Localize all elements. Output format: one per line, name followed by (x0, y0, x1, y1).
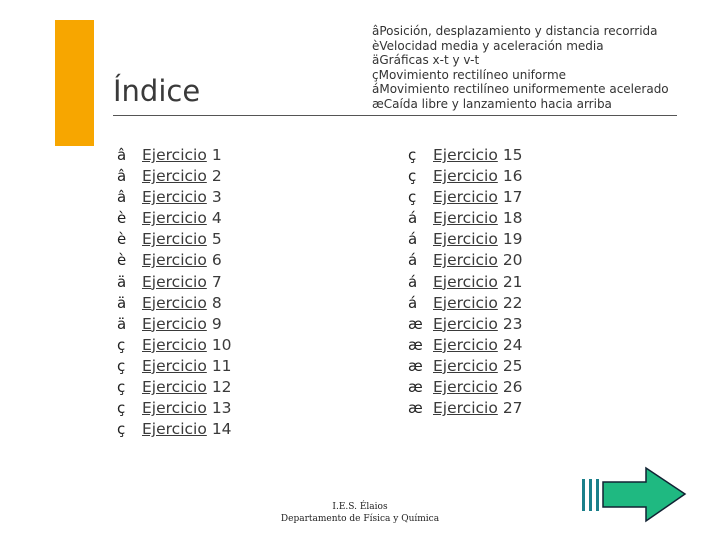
exercise-row (117, 335, 232, 356)
exercise-row (408, 356, 523, 377)
exercise-link[interactable]: Ejercicio (142, 146, 207, 164)
topic-arrow-icon: è (117, 209, 127, 228)
exercise-number: 16 (502, 167, 523, 186)
exercise-row (117, 187, 232, 208)
exercise-row (408, 314, 523, 335)
exercise-link[interactable]: Ejercicio (142, 167, 207, 186)
legend-item: âPosición, desplazamiento y distancia recorrida (372, 24, 658, 38)
exercise-number: 5 (211, 230, 222, 249)
exercise-row (408, 208, 523, 229)
exercise-list-left (117, 145, 232, 440)
exercise-number: 11 (211, 356, 232, 375)
exercise-number: 9 (211, 314, 222, 333)
exercise-link[interactable]: Ejercicio (142, 356, 207, 375)
exercise-row (408, 250, 523, 271)
exercise-link[interactable]: Ejercicio (433, 314, 498, 333)
topic-arrow-icon: á (408, 209, 418, 228)
topic-arrow-icon: â (117, 146, 127, 164)
topic-arrow-icon: ä (117, 293, 127, 312)
exercise-link[interactable]: Ejercicio (433, 335, 498, 354)
topic-arrow-icon: è (117, 230, 127, 249)
exercise-number: 3 (211, 188, 222, 207)
exercise-link[interactable]: Ejercicio (142, 251, 207, 270)
exercise-row (117, 145, 232, 166)
exercise-number: 27 (502, 399, 523, 418)
legend-item: æCaída libre y lanzamiento hacia arriba (372, 96, 612, 111)
exercise-number: 18 (502, 209, 523, 228)
exercise-number: 23 (502, 314, 523, 333)
exercise-number: 22 (502, 293, 523, 312)
topic-arrow-icon: á (408, 293, 418, 312)
school-name: I.E.S. Élaios (332, 502, 388, 512)
exercise-link[interactable]: Ejercicio (142, 188, 207, 207)
legend-item: äGráficas x-t y v-t (372, 53, 480, 68)
exercise-number: 20 (502, 251, 523, 270)
topic-arrow-icon: æ (408, 314, 423, 333)
exercise-row (117, 398, 232, 419)
exercise-link[interactable]: Ejercicio (142, 230, 207, 249)
exercise-number: 13 (211, 399, 232, 418)
exercise-number: 17 (502, 188, 523, 207)
exercise-link[interactable]: Ejercicio (142, 209, 207, 228)
exercise-link[interactable]: Ejercicio (433, 230, 498, 249)
exercise-row (117, 293, 232, 314)
exercise-number: 15 (502, 146, 523, 164)
topic-arrow-icon: ç (117, 420, 126, 439)
exercise-link[interactable]: Ejercicio (142, 378, 207, 397)
accent-bar (55, 20, 94, 146)
legend-item: èVelocidad media y aceleración media (372, 38, 604, 53)
topic-arrow-icon: ä (117, 272, 127, 291)
exercise-row (408, 229, 523, 250)
exercise-link[interactable]: Ejercicio (433, 399, 498, 418)
exercise-link[interactable]: Ejercicio (433, 146, 498, 164)
exercise-row (117, 377, 232, 398)
exercise-number: 7 (211, 272, 222, 291)
exercise-number: 12 (211, 378, 232, 397)
exercise-row (117, 272, 232, 293)
exercise-link[interactable]: Ejercicio (433, 272, 498, 291)
topic-arrow-icon: æ (408, 335, 423, 354)
topic-arrow-icon: á (408, 272, 418, 291)
exercise-link[interactable]: Ejercicio (433, 167, 498, 186)
exercise-number: 19 (502, 230, 523, 249)
exercise-link[interactable]: Ejercicio (142, 293, 207, 312)
exercise-link[interactable]: Ejercicio (433, 188, 498, 207)
topic-arrow-icon: â (117, 188, 127, 207)
exercise-link[interactable]: Ejercicio (142, 335, 207, 354)
exercise-number: 2 (211, 167, 222, 186)
exercise-row (408, 398, 523, 419)
topic-legend (372, 24, 669, 112)
exercise-number: 6 (211, 251, 222, 270)
exercise-link[interactable]: Ejercicio (142, 272, 207, 291)
exercise-link[interactable]: Ejercicio (433, 356, 498, 375)
topic-arrow-icon: æ (408, 399, 423, 418)
exercise-row (408, 335, 523, 356)
exercise-number: 25 (502, 356, 523, 375)
exercise-number: 4 (211, 209, 222, 228)
exercise-link[interactable]: Ejercicio (142, 399, 207, 418)
exercise-row (408, 187, 523, 208)
exercise-link[interactable]: Ejercicio (433, 293, 498, 312)
exercise-row (117, 314, 232, 335)
exercise-row (117, 229, 232, 250)
next-slide-button[interactable] (582, 466, 690, 530)
exercise-row (408, 293, 523, 314)
exercise-row (117, 166, 232, 187)
topic-arrow-icon: ç (408, 188, 417, 207)
exercise-row (408, 272, 523, 293)
exercise-number: 26 (502, 378, 523, 397)
topic-arrow-icon: ç (117, 356, 126, 375)
legend-item: áMovimiento rectilíneo uniformemente acelerado (372, 82, 669, 97)
title-divider (113, 115, 677, 116)
exercise-row (117, 419, 232, 440)
exercise-row (408, 145, 523, 166)
exercise-row (408, 377, 523, 398)
exercise-number: 21 (502, 272, 523, 291)
exercise-number: 24 (502, 335, 523, 354)
topic-arrow-icon: ç (408, 167, 417, 186)
exercise-list-right (408, 145, 523, 419)
topic-arrow-icon: ç (117, 378, 126, 397)
topic-arrow-icon: ä (117, 314, 127, 333)
topic-arrow-icon: æ (408, 378, 423, 397)
exercise-link[interactable]: Ejercicio (433, 251, 498, 270)
exercise-row (117, 356, 232, 377)
topic-arrow-icon: ç (117, 399, 126, 418)
department-name: Departamento de Física y Química (280, 514, 440, 524)
topic-arrow-icon: æ (408, 356, 423, 375)
exercise-number: 1 (211, 146, 222, 164)
topic-arrow-icon: á (408, 230, 418, 249)
right-arrow-icon (582, 466, 690, 526)
exercise-row (117, 250, 232, 271)
exercise-row (408, 166, 523, 187)
footer (260, 501, 460, 525)
legend-item: çMovimiento rectilíneo uniforme (372, 67, 567, 82)
exercise-link[interactable]: Ejercicio (142, 420, 207, 439)
page-title: Índice (113, 74, 201, 108)
exercise-link[interactable]: Ejercicio (433, 378, 498, 397)
topic-arrow-icon: è (117, 251, 127, 270)
exercise-number: 10 (211, 335, 232, 354)
topic-arrow-icon: â (117, 167, 127, 186)
exercise-row (117, 208, 232, 229)
topic-arrow-icon: ç (408, 146, 417, 164)
exercise-number: 14 (211, 420, 232, 439)
topic-arrow-icon: ç (117, 335, 126, 354)
exercise-link[interactable]: Ejercicio (142, 314, 207, 333)
topic-arrow-icon: á (408, 251, 418, 270)
exercise-number: 8 (211, 293, 222, 312)
exercise-link[interactable]: Ejercicio (433, 209, 498, 228)
